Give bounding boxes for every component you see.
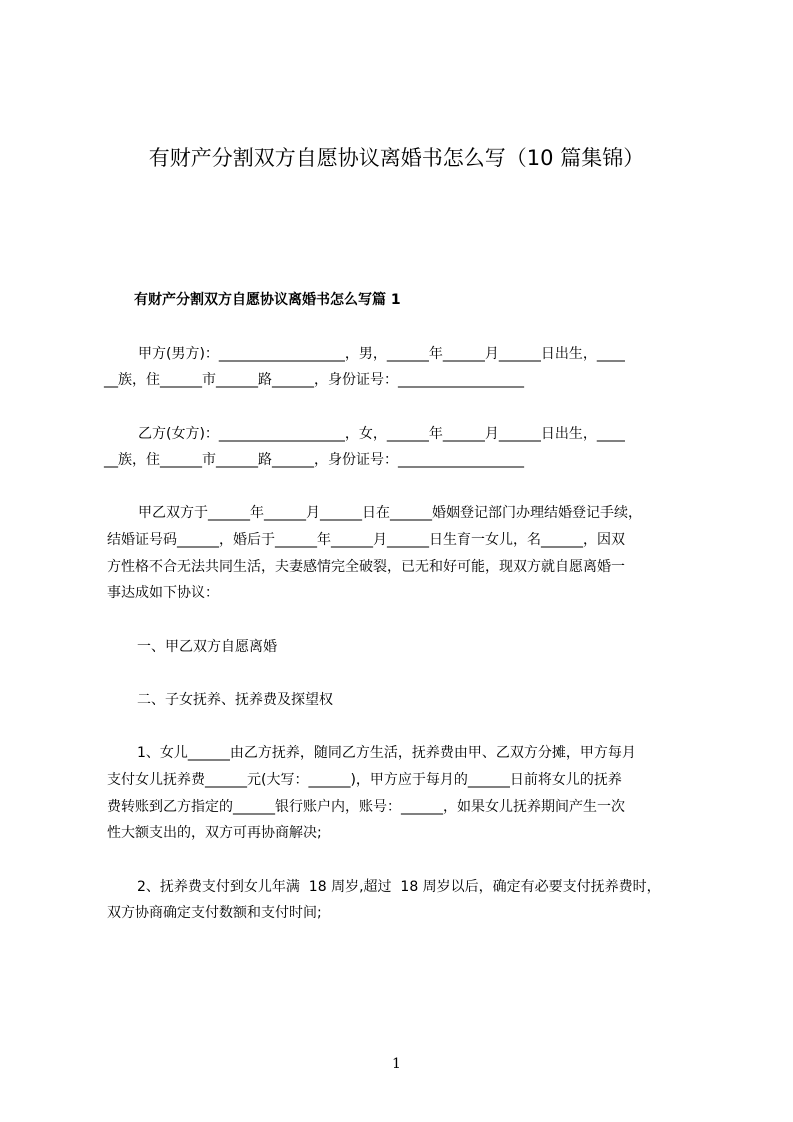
party-b-line-1: 乙方(女方)：__________________，女，______年______月______日出生，____ — [138, 426, 625, 442]
party-a-line-1: 甲方(男方)：__________________，男，______年______月______日出生，____ — [138, 346, 625, 362]
clause-one-heading: 一、甲乙双方自愿离婚 — [137, 639, 277, 655]
child-support-line-2: 支付女儿抚养费______元(大写：______)，甲方应于每月的______日前将女儿的抚养 — [107, 772, 622, 788]
party-a-line-2: __族，住______市______路______，身份证号：__________________ — [104, 372, 524, 388]
support-duration-line-2: 双方协商确定支付数额和支付时间; — [107, 905, 322, 921]
support-duration-line-1: 2、抚养费支付到女儿年满 18 周岁,超过 18 周岁以后，确定有必要支付抚养费时， — [137, 879, 661, 895]
page-number: 1 — [392, 1056, 401, 1072]
marriage-paragraph-line-1: 甲乙双方于______年______月______日在______婚姻登记部门办理结婚登记手续， — [138, 505, 642, 521]
clause-two-heading: 二、子女抚养、抚养费及探望权 — [137, 692, 333, 708]
marriage-paragraph-line-3: 方性格不合无法共同生活，夫妻感情完全破裂，已无和好可能，现双方就自愿离婚一 — [107, 559, 625, 575]
child-support-line-1: 1、女儿______由乙方抚养，随同乙方生活，抚养费由甲、乙双方分摊，甲方每月 — [137, 745, 636, 761]
child-support-line-3: 费转账到乙方指定的______银行账户内，账号：______，如果女儿抚养期间产生一次 — [107, 799, 625, 815]
marriage-paragraph-line-2: 结婚证号码______，婚后于______年______月______日生育一女儿，名______，因双 — [107, 532, 625, 548]
document-title: 有财产分割双方自愿协议离婚书怎么写（10 篇集锦） — [148, 146, 645, 170]
marriage-paragraph-line-4: 事达成如下协议： — [107, 585, 219, 601]
child-support-line-4: 性大额支出的，双方可再协商解决; — [107, 825, 322, 841]
section-heading: 有财产分割双方自愿协议离婚书怎么写篇 1 — [134, 292, 401, 308]
party-b-line-2: __族，住______市______路______，身份证号：__________________ — [104, 452, 524, 468]
